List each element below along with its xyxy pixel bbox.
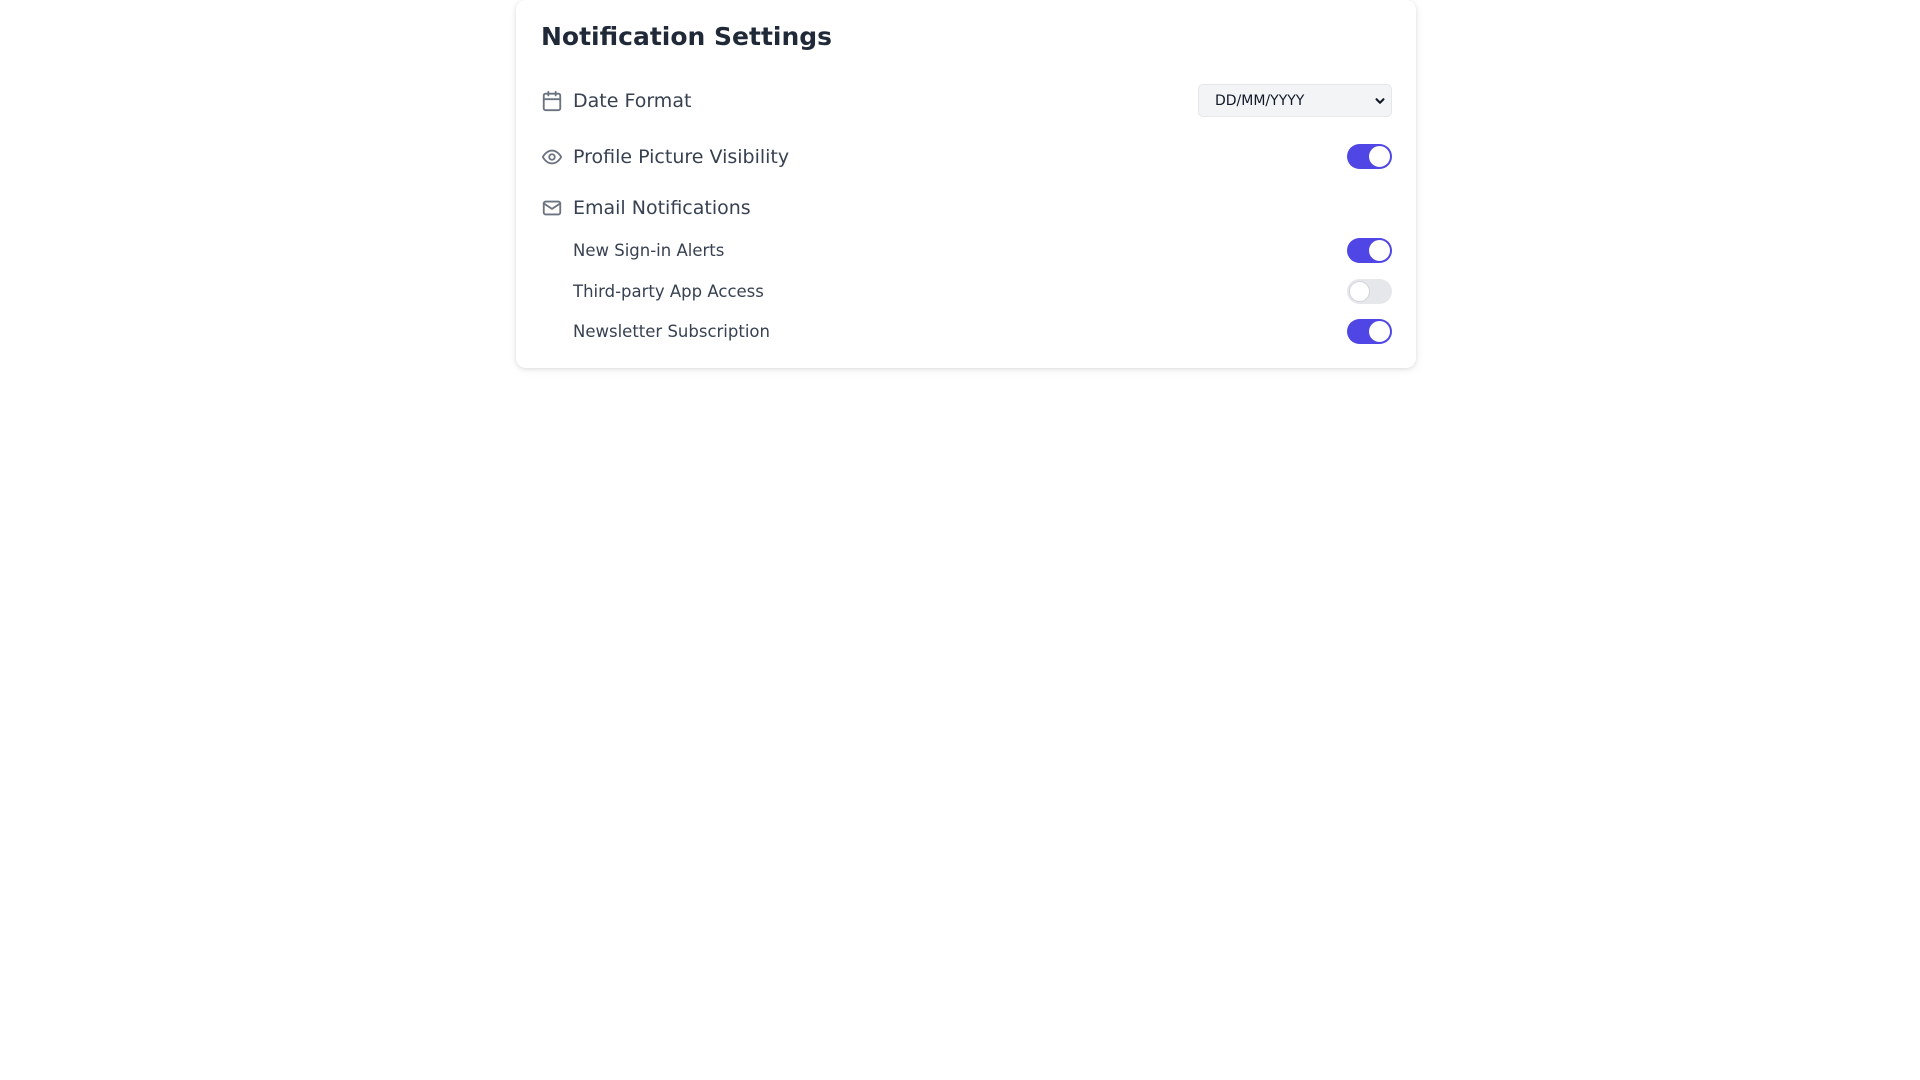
toggle-knob	[1369, 240, 1390, 261]
chevron-down-icon	[1373, 94, 1387, 108]
eye-icon	[541, 146, 563, 168]
email-option-row	[573, 279, 1392, 304]
email-option-row	[573, 238, 1392, 263]
date-format-row	[541, 84, 1392, 117]
email-notifications-row	[541, 197, 1392, 219]
date-format-label: Date Format	[573, 89, 692, 112]
profile-visibility-label: Profile Picture Visibility	[573, 145, 790, 168]
page-title: Notification Settings	[541, 22, 833, 51]
toggle-knob	[1349, 281, 1370, 302]
profile-visibility-row	[541, 144, 1392, 169]
date-format-select[interactable]	[1198, 84, 1392, 117]
calendar-icon	[541, 90, 563, 112]
notification-settings-panel	[516, 0, 1416, 368]
profile-visibility-toggle[interactable]	[1347, 144, 1392, 169]
third-party-app-access-toggle[interactable]	[1347, 279, 1392, 304]
newsletter-subscription-label: Newsletter Subscription	[573, 322, 770, 341]
email-notifications-label: Email Notifications	[573, 197, 751, 219]
new-signin-alerts-toggle[interactable]	[1347, 238, 1392, 263]
toggle-knob	[1369, 146, 1390, 167]
new-signin-alerts-label: New Sign-in Alerts	[573, 241, 725, 260]
mail-icon	[541, 197, 563, 219]
third-party-app-access-label: Third-party App Access	[573, 282, 764, 301]
date-format-selected-value: DD/MM/YYYY	[1215, 92, 1305, 109]
newsletter-subscription-toggle[interactable]	[1347, 319, 1392, 344]
email-option-row	[573, 319, 1392, 344]
toggle-knob	[1369, 321, 1390, 342]
